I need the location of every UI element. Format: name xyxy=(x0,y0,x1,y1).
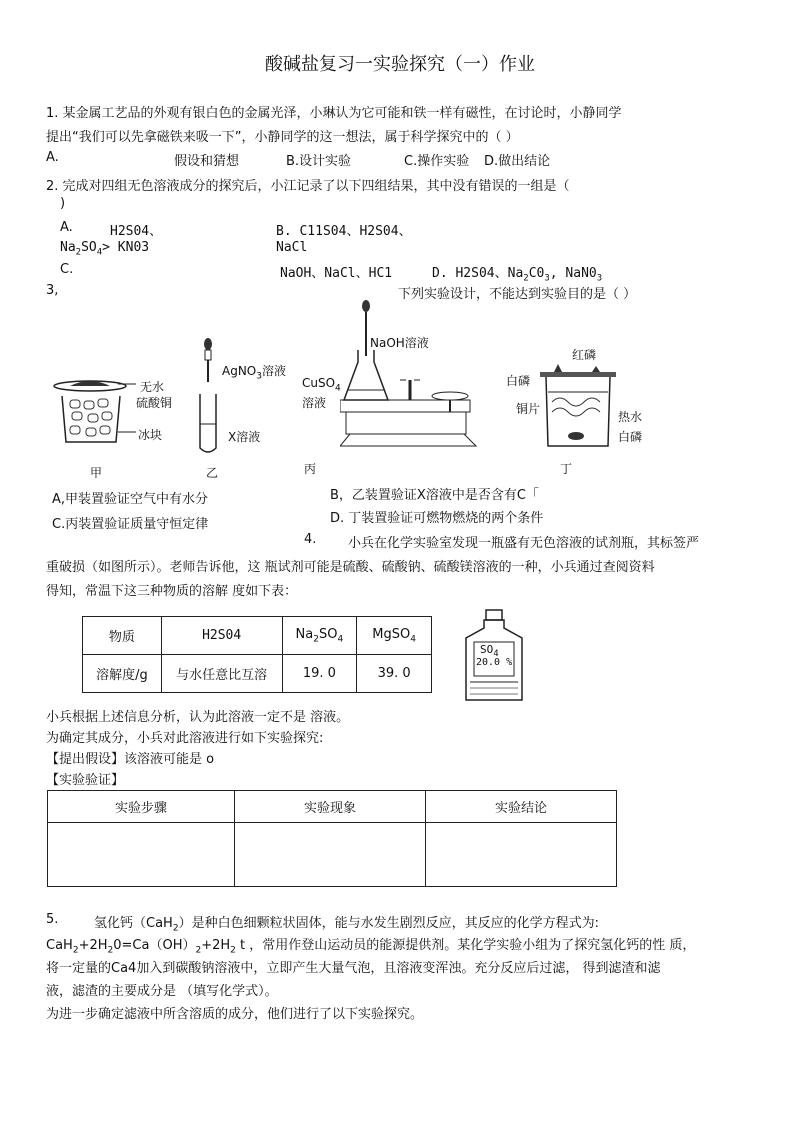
q5-line1: 氢化钙（CaH$_2$）是种白色细颗粒状固体，能与水发生剧烈反应，其反应的化学方程式为: xyxy=(94,916,599,934)
q1-option-a: 假设和猜想 xyxy=(174,154,240,169)
q5-line5: 为进一步确定滤液中所含溶质的成分，他们进行了以下实验探究。 xyxy=(46,1007,424,1022)
q5-line3: 将一定量的Ca4加入到碳酸钠溶液中，立即产生大量气泡，且溶液变浑浊。充分反应后过滤， 得到滤渣和滤 xyxy=(46,961,661,976)
q2-option-a-letter: A. xyxy=(60,220,73,235)
q5-line4: 液，滤渣的主要成分是 （填写化学式）。 xyxy=(46,984,278,999)
fig-ding-label-copper-sheet: 铜片 xyxy=(516,402,541,416)
fig-bing-label-solution: 溶液 xyxy=(302,396,327,410)
q2-option-c: NaOH、NaCl、HC1 xyxy=(280,266,393,281)
table-header-substance: 物质 xyxy=(83,617,162,655)
q5-number: 5. xyxy=(46,912,59,927)
q3-option-b: B，乙装置验证X溶液中是否含有C「 xyxy=(330,488,539,503)
solubility-table xyxy=(82,616,432,693)
figure-jia-leader-lines xyxy=(118,380,138,440)
experiment-cell-phenomena[interactable] xyxy=(235,823,426,887)
q5-line2: $CaH_2+2H_20=Ca(OH)_2+2H_2$ t ，常用作登山运动员的能源提供剂。某化学实验小组为了探究氢化钙的性 质， xyxy=(46,938,696,956)
figure-ding xyxy=(540,362,620,452)
q4-after-line1: 小兵根据上述信息分析，认为此溶液一定不是 溶液。 xyxy=(46,710,350,725)
table-row-label-solubility: 溶解度/g xyxy=(83,655,162,693)
q2-option-b-part2: NaCl xyxy=(276,240,308,255)
q2-option-a-part1: H2S04、 xyxy=(110,224,163,239)
fig-ding-label-white-phosphorus-bottom: 白磷 xyxy=(618,430,643,444)
q3-option-d: D. 丁装置验证可燃物燃烧的两个条件 xyxy=(330,511,544,526)
fig-bing-label-cuso4: CuSO$_4$ xyxy=(302,376,341,394)
experiment-header-phenomena: 实验现象 xyxy=(235,791,426,823)
q3-option-c: C.丙装置验证质量守恒定律 xyxy=(52,517,209,532)
fig-yi-caption: 乙 xyxy=(206,466,219,480)
fig-bing-caption: 丙 xyxy=(304,462,317,476)
fig-yi-label-x-solution: X溶液 xyxy=(228,430,261,444)
q1-line1: 1. 某金属工艺品的外观有银白色的金属光泽，小琳认为它可能和铁一样有磁性，在讨论时，小静同学 xyxy=(46,106,622,121)
bottle-label-sulfate: $SO_4$ xyxy=(480,643,499,660)
q1-option-a-letter: A. xyxy=(46,150,59,165)
q3-option-a: A,甲装置验证空气中有水分 xyxy=(52,492,209,507)
q4-hypothesis: 【提出假设】该溶液可能是 o xyxy=(46,752,215,767)
q2-line1: 2. 完成对四组无色溶液成分的探究后，小江记录了以下四组结果，其中没有错误的一组是（ xyxy=(46,179,570,194)
table-cell-h2so4: 与水任意比互溶 xyxy=(161,655,282,693)
q4-line2: 重破损（如图所示）。老师告诉他，这 瓶试剂可能是硫酸、硫酸钠、硫酸镁溶液的一种，小兵通过查阅资料 xyxy=(46,560,655,575)
q2-option-d: D. H2S04、$Na_2C0_3$, $NaN0_3$ xyxy=(432,266,603,284)
fig-ding-label-hot-water: 热水 xyxy=(618,410,643,424)
page-title: 酸碱盐复习一实验探究（一）作业 xyxy=(265,54,535,75)
q1-line2: 提出“我们可以先拿磁铁来吸一下”，小静同学的这一想法，属于科学探究中的（ ） xyxy=(46,130,519,145)
q4-verify-heading: 【实验验证】 xyxy=(46,773,125,788)
q4-number: 4. xyxy=(304,532,317,547)
fig-yi-label-silver-nitrate: AgNO$_3$溶液 xyxy=(222,364,286,382)
figure-bing xyxy=(340,300,480,450)
fig-jia-label-copper-sulfate: 硫酸铜 xyxy=(136,396,173,410)
table-cell-mgso4: 39. 0 xyxy=(357,655,432,693)
q2-line2: ) xyxy=(60,196,66,211)
q1-option-c: C.操作实验 xyxy=(404,154,470,169)
fig-jia-caption: 甲 xyxy=(90,466,103,480)
experiment-header-conclusion: 实验结论 xyxy=(426,791,617,823)
q3-number: 3, xyxy=(46,283,59,298)
fig-ding-label-red-phosphorus: 红磷 xyxy=(572,348,597,362)
q2-option-a-part2: $Na_2SO_4> KN03$ xyxy=(60,240,150,258)
experiment-cell-conclusion[interactable] xyxy=(426,823,617,887)
fig-jia-label-anhydrous: 无水 xyxy=(140,380,165,394)
table-cell-na2so4: 19. 0 xyxy=(282,655,357,693)
experiment-table xyxy=(47,790,617,887)
q4-line1: 小兵在化学实验室发现一瓶盛有无色溶液的试剂瓶，其标签严 xyxy=(348,536,700,551)
q4-after-line2: 为确定其成分，小兵对此溶液进行如下实验探究: xyxy=(46,731,324,746)
q4-line3: 得知，常温下这三种物质的溶解 度如下表： xyxy=(46,584,298,599)
q1-option-b: B.设计实验 xyxy=(286,154,352,169)
fig-ding-label-white-phosphorus-top: 白磷 xyxy=(506,374,531,388)
figure-yi xyxy=(196,338,226,458)
q2-option-c-letter: C. xyxy=(60,262,74,277)
experiment-header-steps: 实验步骤 xyxy=(48,791,235,823)
fig-jia-label-ice: 冰块 xyxy=(138,428,163,442)
fig-bing-label-naoh: NaOH溶液 xyxy=(370,336,429,350)
q2-option-b-part1: B. C11S04、H2S04、 xyxy=(276,224,412,239)
experiment-cell-steps[interactable] xyxy=(48,823,235,887)
fig-ding-caption: 丁 xyxy=(560,462,573,476)
bottle-label-percentage: 20.0 % xyxy=(476,657,513,668)
table-header-h2so4: H2S04 xyxy=(161,617,282,655)
table-header-na2so4: $Na_2SO_4$ xyxy=(282,617,357,655)
table-header-mgso4: MgSO$_4$ xyxy=(357,617,432,655)
q3-stem: 下列实验设计，不能达到实验目的是（ ） xyxy=(398,287,637,302)
q1-option-d: D.做出结论 xyxy=(484,154,551,169)
